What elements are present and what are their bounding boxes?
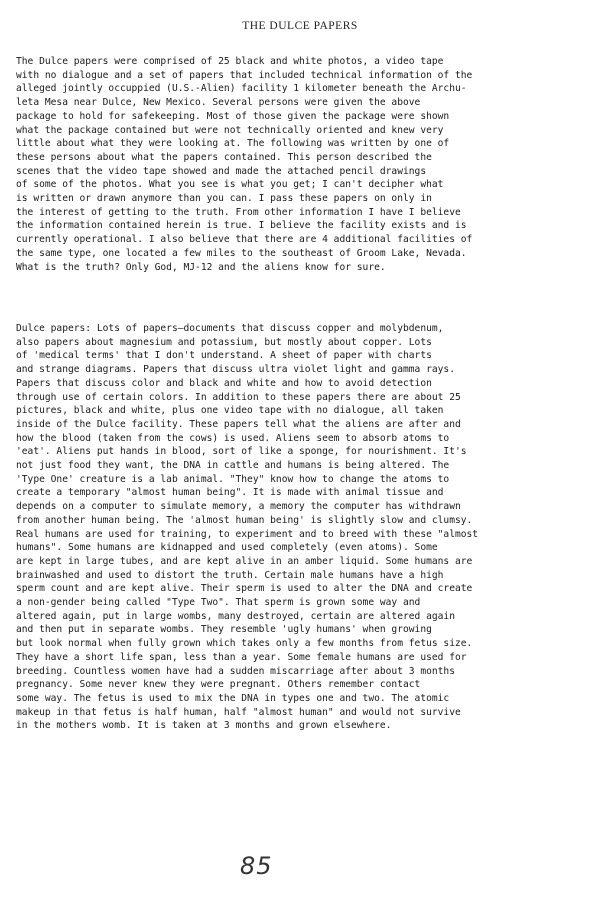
text-line: package to hold for safekeeping. Most of those given the package were shown [16,110,450,122]
text-line: scenes that the video tape showed and made the attached pencil drawings [16,165,427,177]
text-line: and strange diagrams. Papers that discuss ultra violet light and gamma rays. [16,364,455,376]
text-line: with no dialogue and a set of papers that included technical information of the [16,69,473,81]
text-line: They have a short life span, less than a year. Some female humans are used for [16,651,467,663]
text-line: depends on a computer to simulate memory, a memory the computer has withdrawn [16,501,461,513]
text-line: pictures, black and white, plus one video tape with no dialogue, all taken [16,405,444,417]
text-line: create a temporary "almost human being". It is made with animal tissue and [16,487,444,499]
text-line: but look normal when fully grown which takes only a few months from fetus size. [16,638,473,650]
text-line: some way. The fetus is used to mix the DNA in types one and two. The atomic [16,692,450,704]
text-line: breeding. Countless women have had a sudden miscarriage after about 3 months [16,665,455,677]
text-line: what the package contained but were not technically oriented and knew very [16,124,444,136]
text-line: alleged jointly occuppied (U.S.-Alien) facility 1 kilometer beneath the Archu- [16,83,467,95]
text-line: are kept in large tubes, and are kept alive in an amber liquid. Some humans are [16,555,473,567]
text-line: a non-gender being called "Type Two". That sperm is grown some way and [16,597,421,609]
text-line: little about what they were looking at. The following was written by one of [16,138,450,150]
text-line: currently operational. I also believe that there are 4 additional facilities of [16,234,473,246]
text-line: the same type, one located a few miles to the southeast of Groom Lake, Nevada. [16,247,467,259]
text-line: What is the truth? Only God, MJ-12 and the aliens know for sure. [16,261,386,273]
text-line: these persons about what the papers contained. This person described the [16,151,432,163]
text-line: how the blood (taken from the cows) is used. Aliens seem to absorb atoms to [16,432,450,444]
text-line: pregnancy. Some never knew they were pregnant. Others remember contact [16,679,421,691]
text-line: inside of the Dulce facility. These papers tell what the aliens are after and [16,418,461,430]
paragraph-intro [16,55,588,274]
text-line: humans". Some humans are kidnapped and used completely (even atoms). Some [16,542,438,554]
text-line: also papers about magnesium and potassium, but mostly about copper. Lots [16,336,432,348]
text-line: leta Mesa near Dulce, New Mexico. Several persons were given the above [16,97,421,109]
text-line: makeup in that fetus is half human, half "almost human" and would not survive [16,706,461,718]
text-line: Dulce papers: Lots of papers—documents that discuss copper and molybdenum, [16,323,444,334]
text-line: of some of the photos. What you see is what you get; I can't decipher what [16,179,444,191]
document-title: THE DULCE PAPERS [242,20,358,32]
paragraph-dulce-papers [16,322,588,733]
text-line: of 'medical terms' that I don't understand. A sheet of paper with charts [16,350,432,362]
page-number: 85 [240,852,273,880]
text-line: through use of certain colors. In addition to these papers there are about 25 [16,391,461,403]
text-line: altered again, put in large wombs, many destroyed, certain are altered again [16,610,455,622]
text-line: Papers that discuss color and black and white and how to avoid detection [16,377,432,389]
text-line: The Dulce papers were comprised of 25 black and white photos, a video tape [16,56,444,67]
text-line: sperm count and are kept alive. Their sperm is used to alter the DNA and create [16,583,473,595]
text-line: in the mothers womb. It is taken at 3 months and grown elsewhere. [16,720,392,732]
text-line: from another human being. The 'almost human being' is slightly slow and clumsy. [16,514,473,526]
text-line: the interest of getting to the truth. From other information I have I believe [16,206,461,218]
text-line: 'Type One' creature is a lab animal. "They" know how to change the atoms to [16,473,450,485]
text-line: is written or drawn anymore than you can. I pass these papers on only in [16,193,432,205]
text-line: 'eat'. Aliens put hands in blood, sort of like a sponge, for nourishment. It's [16,446,467,458]
text-line: the information contained herein is true. I believe the facility exists and is [16,220,467,232]
text-line: not just food they want, the DNA in cattle and humans is being altered. The [16,460,450,472]
text-line: brainwashed and used to distort the truth. Certain male humans have a high [16,569,444,581]
text-line: Real humans are used for training, to experiment and to breed with these "almost [16,528,479,540]
text-line: and then put in separate wombs. They resemble 'ugly humans' when growing [16,624,432,636]
